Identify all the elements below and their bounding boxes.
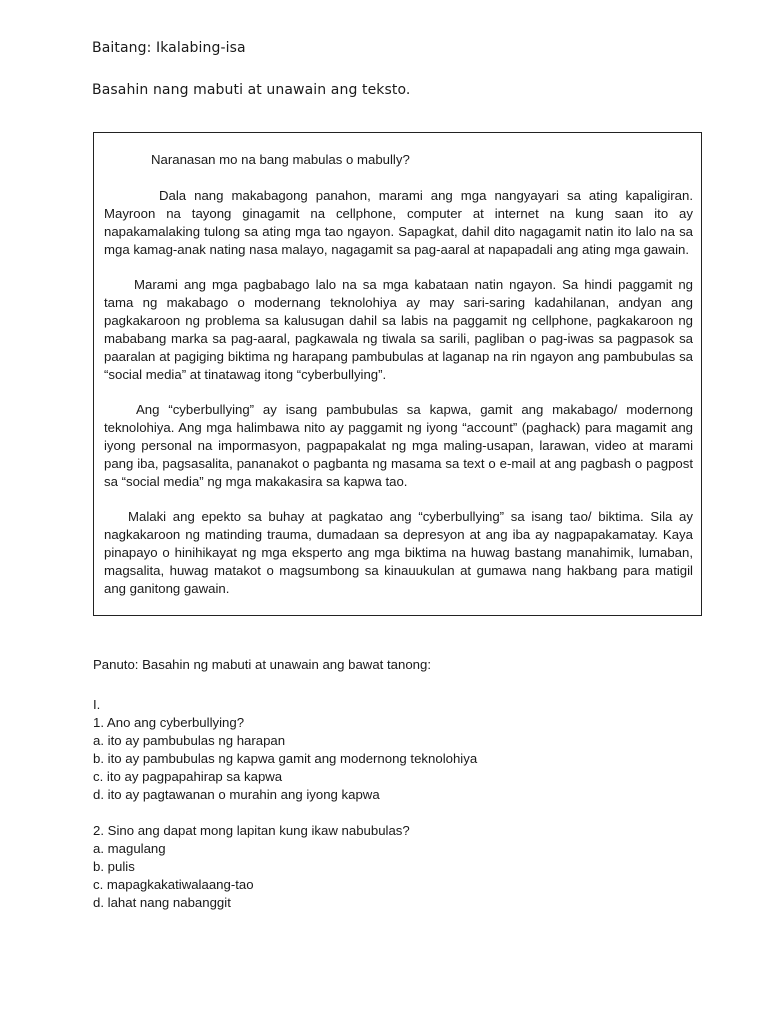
question-text: 1. Ano ang cyberbullying? <box>93 715 245 730</box>
answer-option-a[interactable]: a. magulang <box>93 841 166 856</box>
grade-level-heading: Baitang: Ikalabing-isa <box>92 40 246 56</box>
section-label: I. <box>93 697 101 712</box>
passage-title: Naranasan mo na bang mabulas o mabully? <box>151 152 410 167</box>
question-2 <box>93 822 693 912</box>
passage-paragraph-4: Malaki ang epekto sa buhay at pagkatao ang “cyberbullying” sa isang tao/ biktima. Sila ay nagkakaroon ng matinding trauma, dumadaan sa depresyon at ang iba ay nagpapakamatay. Kaya pinapayo o hinihikayat ng mga eksperto ang mga biktima na huwag bastang manahimik, lumaban, magsalita, huwag matakot o magsumbong sa kinauukulan at gumawa nang hakbang para matigil ang ganitong gawain. <box>104 509 693 596</box>
answer-option-c[interactable]: c. ito ay pagpapahirap sa kapwa <box>93 769 283 784</box>
questions-section <box>93 656 693 930</box>
question-1 <box>93 714 693 804</box>
answer-option-c[interactable]: c. mapagkakatiwalaang-tao <box>93 877 254 892</box>
answer-option-a[interactable]: a. ito ay pambubulas ng harapan <box>93 733 286 748</box>
answer-option-b[interactable]: b. ito ay pambubulas ng kapwa gamit ang modernong teknolohiya <box>93 751 478 766</box>
answer-option-d[interactable]: d. ito ay pagtawanan o murahin ang iyong kapwa <box>93 787 380 802</box>
answer-option-b[interactable]: b. pulis <box>93 859 135 874</box>
question-text: 2. Sino ang dapat mong lapitan kung ikaw nabubulas? <box>93 823 410 838</box>
passage-paragraph-3: Ang “cyberbullying” ay isang pambubulas sa kapwa, gamit ang makabago/ modernong teknolohiya. Ang mga halimbawa nito ay paggamit ng iyong “account” (paghack) para magamit ang iyong personal na impormasyon, pagpapakalat ng mga maling-usapan, larawan, video at marami pang iba, pagsasalita, pananakot o pagbanta ng masama sa text o e-mail at ang pagbash o pagpost sa “social media” ng mga makakasira sa kapwa tao. <box>104 402 693 489</box>
passage-paragraph-2: Marami ang mga pagbabago lalo na sa mga kabataan natin ngayon. Sa hindi paggamit ng tama ng makabago o modernang teknolohiya ay may sari-saring kadahilanan, andyan ang pagkakaroon ng problema sa kalusugan dahil sa labis na paggamit ng cellphone, pagkakaroon ng mababang marka sa pag-aaral, pagkawala ng tiwala sa sarili, pagliban o pag-iwas sa pagpasok sa paaralan at pagiging biktima ng harapang pambubulas at laganap na rin ngayon ang pambubulas sa “social media” at tinatawag itong “cyberbullying”. <box>104 277 693 382</box>
passage-paragraph-1: Dala nang makabagong panahon, marami ang mga nangyayari sa ating kapaligiran. Mayroon na tayong ginagamit na cellphone, computer at internet na kung saan ito ay napakamalaking tulong sa ating mga tao ngayon. Sapagkat, dahil dito nagagamit natin ito lalo na sa mga kamag-anak nating nasa malayo, nagagamit sa pag-aaral at napapadali ang ating mga gawain. <box>104 188 693 257</box>
directions-text: Panuto: Basahin ng mabuti at unawain ang bawat tanong: <box>93 657 431 672</box>
reading-instruction: Basahin nang mabuti at unawain ang teksto. <box>92 82 411 98</box>
answer-option-d[interactable]: d. lahat nang nabanggit <box>93 895 231 910</box>
reading-passage-box <box>93 132 702 616</box>
